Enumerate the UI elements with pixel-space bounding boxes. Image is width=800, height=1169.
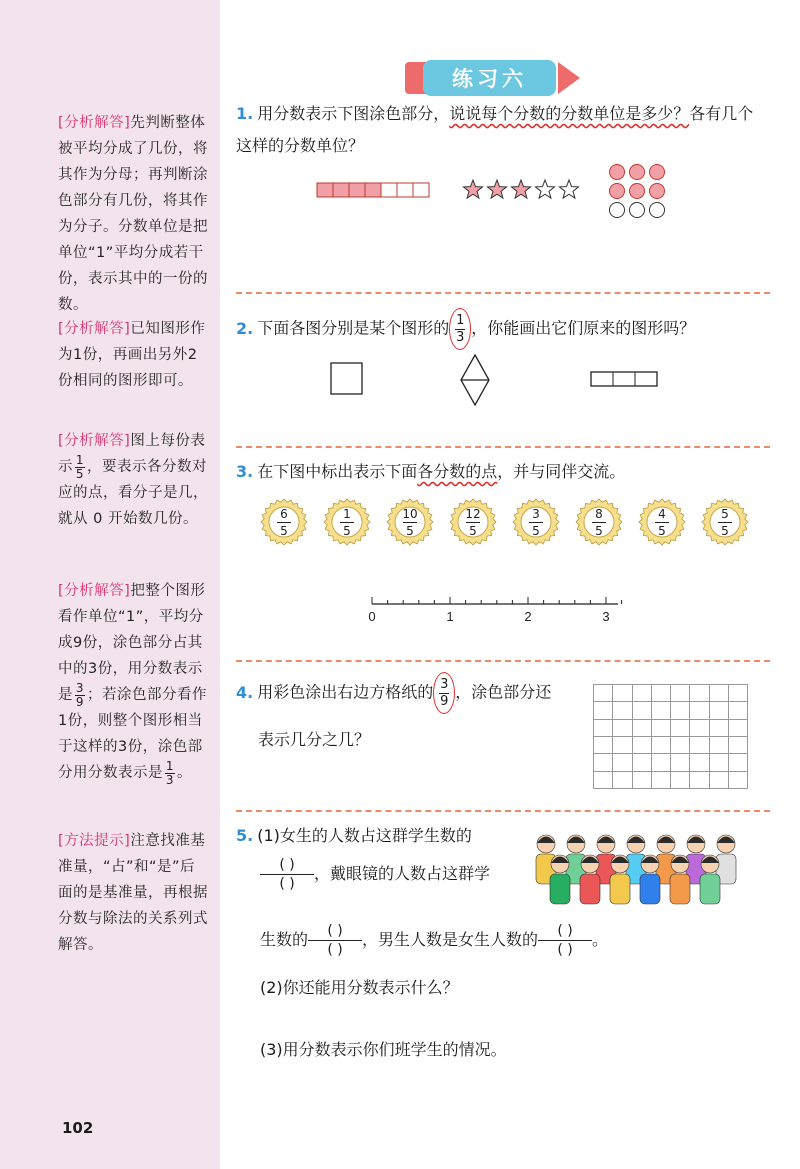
question-text: 表示几分之几？ bbox=[258, 730, 371, 749]
grid-cell[interactable] bbox=[633, 685, 652, 702]
grid-cell[interactable] bbox=[594, 737, 613, 754]
note-text: ；若涂色部分看作1份，则整个图形相当于这样的3份，涂色部分用分数表示是 bbox=[58, 687, 207, 781]
question-text: 用分数表示下图涂色部分， bbox=[257, 104, 450, 123]
analysis-note-1 bbox=[58, 110, 210, 318]
fraction-denominator: 5 bbox=[469, 523, 477, 538]
shaded-star-icon bbox=[512, 180, 531, 198]
grid-cell[interactable] bbox=[652, 685, 671, 702]
blank-denominator: ( ) bbox=[327, 942, 343, 958]
badge-fraction bbox=[575, 498, 623, 546]
fraction bbox=[75, 680, 85, 709]
question-text: 用彩色涂出右边方格纸的 bbox=[257, 682, 434, 702]
grid-cell[interactable] bbox=[594, 772, 613, 789]
shaded-cell bbox=[333, 183, 349, 197]
grid-cell[interactable] bbox=[594, 702, 613, 719]
fraction-numerator: 4 bbox=[658, 506, 666, 521]
badge-fraction bbox=[701, 498, 749, 546]
grid-cell[interactable] bbox=[613, 685, 632, 702]
grid-cell[interactable] bbox=[710, 720, 729, 737]
grid-cell[interactable] bbox=[652, 772, 671, 789]
question-text: 下面各图分别是某个图形的 bbox=[257, 318, 450, 338]
fraction-denominator: 5 bbox=[658, 523, 666, 538]
student-figure bbox=[580, 855, 600, 904]
fraction-badge bbox=[386, 498, 434, 546]
grid-cell[interactable] bbox=[652, 702, 671, 719]
question-number: 2. bbox=[236, 318, 254, 338]
question-text: ，并与同伴交流。 bbox=[497, 462, 626, 481]
empty-cell bbox=[381, 183, 397, 197]
question-text: (1)女生的人数占这群学生数的 bbox=[257, 826, 472, 845]
grid-cell[interactable] bbox=[729, 685, 748, 702]
blank-numerator: ( ) bbox=[557, 923, 573, 939]
grid-cell[interactable] bbox=[729, 737, 748, 754]
circles-figure bbox=[608, 163, 668, 221]
note-tag: [分析解答] bbox=[58, 583, 131, 599]
fraction-denominator: 5 bbox=[406, 523, 414, 538]
grid-cell[interactable] bbox=[710, 737, 729, 754]
shaded-circle bbox=[610, 165, 625, 180]
section-divider bbox=[236, 446, 770, 448]
grid-paper[interactable] bbox=[593, 684, 748, 789]
note-tag: [方法提示] bbox=[58, 833, 131, 849]
tick-label: 2 bbox=[524, 609, 532, 624]
question-number: 1. bbox=[236, 104, 254, 123]
question-text: 。 bbox=[592, 930, 609, 949]
section-divider bbox=[236, 292, 770, 294]
empty-star-icon bbox=[536, 180, 555, 198]
fraction-badge bbox=[449, 498, 497, 546]
note-text: 。 bbox=[177, 765, 192, 781]
fraction-denominator: 5 bbox=[343, 523, 351, 538]
note-text: 把整个图形看作单位“1”，平均分成9份，涂色部分占其中的3份，用分数表示是 bbox=[58, 583, 206, 703]
grid-cell[interactable] bbox=[690, 685, 709, 702]
fraction-denominator: 5 bbox=[75, 466, 85, 481]
badge-fraction bbox=[449, 498, 497, 546]
exercise-title-banner bbox=[405, 60, 580, 98]
blank-numerator: ( ) bbox=[279, 857, 295, 873]
answer-blank-fraction[interactable] bbox=[538, 924, 592, 957]
grid-cell[interactable] bbox=[690, 702, 709, 719]
grid-cell[interactable] bbox=[690, 754, 709, 771]
grid-cell[interactable] bbox=[652, 754, 671, 771]
grid-cell[interactable] bbox=[671, 737, 690, 754]
grid-cell[interactable] bbox=[613, 720, 632, 737]
grid-cell[interactable] bbox=[729, 720, 748, 737]
note-text: 图上每份表示 bbox=[58, 433, 206, 475]
sidebar bbox=[0, 0, 220, 1169]
fraction-badge bbox=[260, 498, 308, 546]
empty-cell bbox=[413, 183, 429, 197]
question-5 bbox=[236, 820, 526, 852]
method-tip-note bbox=[58, 828, 210, 958]
fraction-denominator: 9 bbox=[75, 694, 85, 709]
question-text: ，戴眼镜的人数占这群学 bbox=[314, 864, 491, 883]
grid-cell[interactable] bbox=[594, 685, 613, 702]
grid-cell[interactable] bbox=[729, 754, 748, 771]
fraction-numerator: 1 bbox=[343, 506, 351, 521]
grid-cell[interactable] bbox=[671, 754, 690, 771]
grid-cell[interactable] bbox=[671, 685, 690, 702]
circled-fraction bbox=[433, 672, 455, 714]
student-figure bbox=[700, 855, 720, 904]
shaded-bar-figure bbox=[316, 182, 436, 200]
question-5-line-3 bbox=[260, 924, 760, 957]
question-5-sub-2: (2)你还能用分数表示什么？ bbox=[260, 978, 459, 997]
student-figure bbox=[640, 855, 660, 904]
fraction-numerator: 6 bbox=[280, 506, 288, 521]
shaded-circle bbox=[630, 165, 645, 180]
grid-cell[interactable] bbox=[690, 720, 709, 737]
fraction bbox=[165, 758, 175, 787]
students-group-illustration bbox=[532, 824, 742, 910]
fraction-badge bbox=[701, 498, 749, 546]
grid-cell[interactable] bbox=[690, 737, 709, 754]
student-figure bbox=[670, 855, 690, 904]
badge-fraction bbox=[638, 498, 686, 546]
grid-cell[interactable] bbox=[613, 737, 632, 754]
page-number: 102 bbox=[62, 1119, 94, 1137]
answer-blank-fraction[interactable] bbox=[260, 858, 314, 891]
tick-label: 1 bbox=[446, 609, 454, 624]
grid-cell[interactable] bbox=[594, 720, 613, 737]
student-figure bbox=[610, 855, 630, 904]
grid-cell[interactable] bbox=[652, 720, 671, 737]
tick-label: 3 bbox=[602, 609, 610, 624]
grid-cell[interactable] bbox=[633, 720, 652, 737]
grid-cell[interactable] bbox=[729, 702, 748, 719]
badge-fraction bbox=[386, 498, 434, 546]
analysis-note-2 bbox=[58, 316, 210, 394]
empty-circle bbox=[650, 203, 665, 218]
note-tag: [分析解答] bbox=[58, 115, 131, 131]
note-text: 先判断整体被平均分成了几份，将其作为分母；再判断涂色部分有几份，将其作为分子。分数单位是把单位“1”平均分成若干份，表示其中的一份的数。 bbox=[58, 115, 208, 313]
grid-cell[interactable] bbox=[729, 772, 748, 789]
question-number: 3. bbox=[236, 462, 254, 481]
question-text: ，男生人数是女生人数的 bbox=[362, 930, 539, 949]
note-tag: [分析解答] bbox=[58, 321, 131, 337]
grid-cell[interactable] bbox=[633, 772, 652, 789]
badge-fraction bbox=[260, 498, 308, 546]
note-text: 注意找准基准量，“占”和“是”后面的是基准量，再根据分数与除法的关系列式解答。 bbox=[58, 833, 208, 953]
square-figure bbox=[330, 362, 364, 396]
fraction-numerator: 1 bbox=[456, 312, 465, 328]
banner-arrow-icon bbox=[558, 62, 580, 94]
question-text: 在下图中标出表示下面 bbox=[257, 462, 418, 481]
rhombus-figure bbox=[460, 354, 490, 406]
grid-cell[interactable] bbox=[594, 754, 613, 771]
answer-blank-fraction[interactable] bbox=[308, 924, 362, 957]
analysis-note-3 bbox=[58, 428, 210, 532]
fraction-numerator: 5 bbox=[721, 506, 729, 521]
fraction bbox=[75, 452, 85, 481]
question-text-emphasis: 各分数的点 bbox=[417, 462, 498, 481]
empty-circle bbox=[610, 203, 625, 218]
section-divider bbox=[236, 810, 770, 812]
shaded-circle bbox=[650, 165, 665, 180]
exercise-title: 练习六 bbox=[423, 60, 556, 96]
grid-cell[interactable] bbox=[633, 754, 652, 771]
question-text: 各有几个这样的分数单位？ bbox=[236, 104, 754, 155]
shaded-circle bbox=[610, 184, 625, 199]
grid-cell[interactable] bbox=[652, 737, 671, 754]
blank-denominator: ( ) bbox=[557, 942, 573, 958]
question-2 bbox=[236, 308, 766, 350]
fraction-denominator: 5 bbox=[595, 523, 603, 538]
shaded-star-icon bbox=[464, 180, 483, 198]
shaded-star-icon bbox=[488, 180, 507, 198]
question-5-line-2 bbox=[260, 858, 560, 891]
empty-star-icon bbox=[560, 180, 579, 198]
fraction-numerator: 1 bbox=[165, 758, 175, 773]
fraction-numerator: 8 bbox=[595, 506, 603, 521]
student-figure bbox=[550, 855, 570, 904]
shaded-cell bbox=[349, 183, 365, 197]
note-tag: [分析解答] bbox=[58, 433, 131, 449]
question-4 bbox=[236, 672, 576, 758]
fraction-badge bbox=[512, 498, 560, 546]
tick-label: 0 bbox=[368, 609, 376, 624]
blank-numerator: ( ) bbox=[327, 923, 343, 939]
question-number: 5. bbox=[236, 826, 254, 845]
main-content bbox=[220, 0, 800, 1169]
grid-cell[interactable] bbox=[633, 737, 652, 754]
note-text: 已知图形作为1份，再画出另外2份相同的图形即可。 bbox=[58, 321, 206, 389]
fraction-badge bbox=[638, 498, 686, 546]
grid-cell[interactable] bbox=[671, 720, 690, 737]
fraction-numerator: 3 bbox=[440, 676, 449, 692]
number-line bbox=[360, 594, 630, 624]
grid-cell[interactable] bbox=[633, 702, 652, 719]
fraction-badge bbox=[575, 498, 623, 546]
shaded-circle bbox=[650, 184, 665, 199]
badge-fraction bbox=[323, 498, 371, 546]
empty-circle bbox=[630, 203, 645, 218]
grid-cell[interactable] bbox=[690, 772, 709, 789]
grid-cell[interactable] bbox=[710, 754, 729, 771]
grid-cell[interactable] bbox=[710, 702, 729, 719]
blank-denominator: ( ) bbox=[279, 876, 295, 892]
question-text-emphasis: 说说每个分数的分数单位是多少？ bbox=[449, 104, 690, 123]
grid-cell[interactable] bbox=[613, 772, 632, 789]
grid-cell[interactable] bbox=[613, 754, 632, 771]
fraction-denominator: 5 bbox=[532, 523, 540, 538]
grid-cell[interactable] bbox=[613, 702, 632, 719]
fraction-numerator: 3 bbox=[532, 506, 540, 521]
question-5-sub-3: (3)用分数表示你们班学生的情况。 bbox=[260, 1040, 507, 1059]
fraction-denominator: 9 bbox=[440, 693, 449, 709]
empty-cell bbox=[397, 183, 413, 197]
fraction-badge bbox=[323, 498, 371, 546]
fraction-numerator: 3 bbox=[75, 680, 85, 695]
badge-fraction bbox=[512, 498, 560, 546]
grid-cell[interactable] bbox=[710, 772, 729, 789]
fraction-denominator: 5 bbox=[721, 523, 729, 538]
note-text: ，要表示各分数对应的点，看分子是几，就从 0 开始数几份。 bbox=[58, 459, 208, 527]
question-text: ，涂色部分还 bbox=[455, 682, 552, 702]
question-text: ，你能画出它们原来的图形吗？ bbox=[471, 318, 696, 338]
grid-cell[interactable] bbox=[710, 685, 729, 702]
question-number: 4. bbox=[236, 682, 254, 702]
question-3 bbox=[236, 456, 766, 488]
three-cell-bar-figure bbox=[590, 371, 658, 387]
fraction-numerator: 10 bbox=[402, 506, 418, 521]
question-text: 生数的 bbox=[260, 930, 309, 949]
stars-figure bbox=[462, 179, 584, 201]
analysis-note-4 bbox=[58, 578, 210, 786]
fraction-numerator: 12 bbox=[465, 506, 481, 521]
shaded-cell bbox=[317, 183, 333, 197]
fraction-denominator: 3 bbox=[165, 772, 175, 787]
circled-fraction bbox=[449, 308, 471, 350]
section-divider bbox=[236, 660, 770, 662]
question-1 bbox=[236, 98, 766, 162]
shaded-cell bbox=[365, 183, 381, 197]
grid-cell[interactable] bbox=[671, 702, 690, 719]
fraction-denominator: 3 bbox=[456, 329, 465, 345]
shaded-circle bbox=[630, 184, 645, 199]
fraction-numerator: 1 bbox=[75, 452, 85, 467]
grid-cell[interactable] bbox=[671, 772, 690, 789]
fraction-denominator: 5 bbox=[280, 523, 288, 538]
